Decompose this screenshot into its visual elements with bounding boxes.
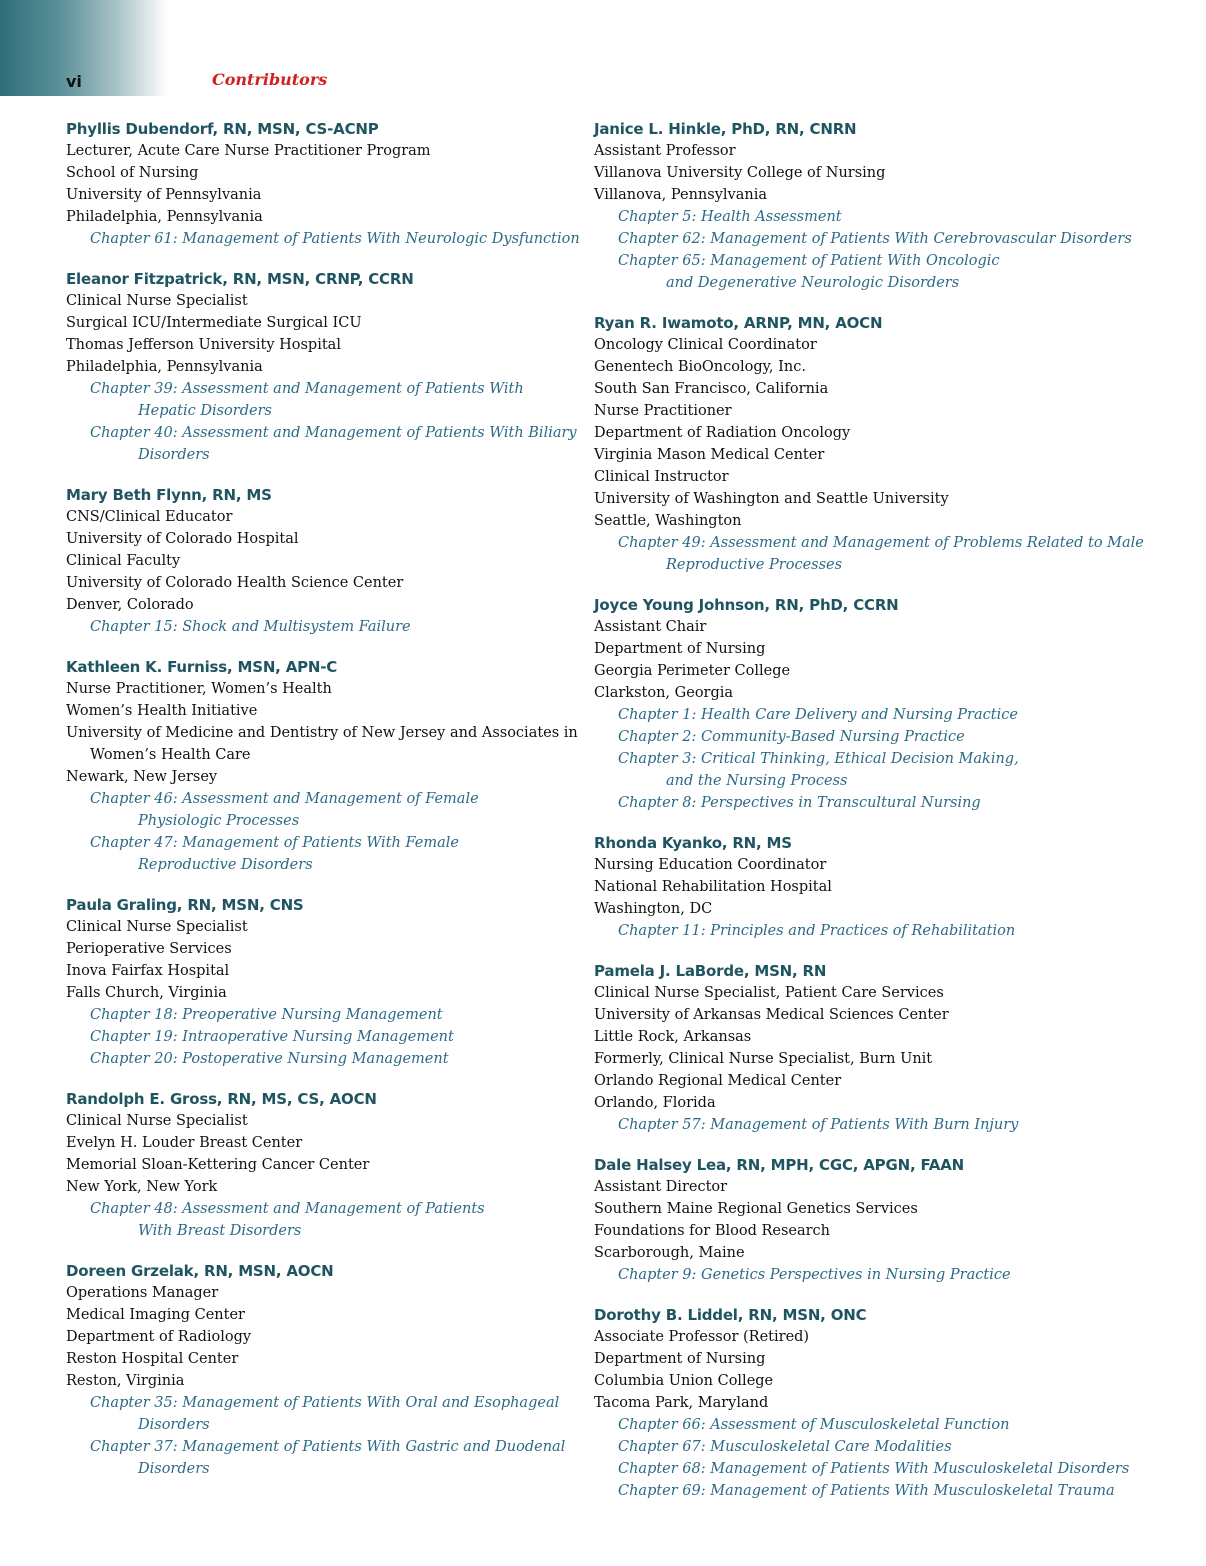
chapter-reference xyxy=(66,1004,566,1026)
chapter-title: Chapter 8: Perspectives in Transcultural Nursing xyxy=(618,795,981,811)
contributor-name: Eleanor Fitzpatrick, RN, MSN, CRNP, CCRN xyxy=(66,270,414,288)
contributor-name: Janice L. Hinkle, PhD, RN, CNRN xyxy=(594,120,857,138)
chapter-title: Chapter 39: Assessment and Management of Patients With xyxy=(90,381,524,397)
chapter-reference xyxy=(66,228,580,250)
running-title: Contributors xyxy=(212,70,328,89)
contributor-name: Rhonda Kyanko, RN, MS xyxy=(594,834,792,852)
affiliation-line: Philadelphia, Pennsylvania xyxy=(66,359,263,375)
chapter-title: Chapter 15: Shock and Multisystem Failure xyxy=(90,619,411,635)
affiliation-line: Southern Maine Regional Genetics Services xyxy=(594,1201,918,1217)
affiliation-line: Nursing Education Coordinator xyxy=(594,857,827,873)
affiliation-line: Lecturer, Acute Care Nurse Practitioner Program xyxy=(66,143,431,159)
chapter-title: Chapter 35: Management of Patients With Oral and Esophageal xyxy=(90,1395,560,1411)
affiliation-line: Nurse Practitioner xyxy=(594,403,732,419)
affiliation-line: Foundations for Blood Research xyxy=(594,1223,831,1239)
affiliation-line: Oncology Clinical Coordinator xyxy=(594,337,817,353)
chapter-title: Chapter 1: Health Care Delivery and Nursing Practice xyxy=(618,707,1018,723)
affiliation-line: South San Francisco, California xyxy=(594,381,829,397)
chapter-title: Chapter 5: Health Assessment xyxy=(618,209,842,225)
right-column xyxy=(594,118,1154,1520)
chapter-title: Chapter 3: Critical Thinking, Ethical Decision Making, xyxy=(618,751,1019,767)
chapter-reference xyxy=(594,1436,1154,1458)
chapter-title-continued: Reproductive Disorders xyxy=(138,857,313,873)
contributor-name: Ryan R. Iwamoto, ARNP, MN, AOCN xyxy=(594,314,883,332)
chapter-reference xyxy=(594,1414,1154,1436)
chapter-title-continued: Disorders xyxy=(138,447,210,463)
chapter-reference xyxy=(66,422,577,466)
chapter-reference xyxy=(594,920,1154,942)
affiliation-line: Evelyn H. Louder Breast Center xyxy=(66,1135,303,1151)
chapter-reference xyxy=(594,250,1154,294)
contributor-entry xyxy=(594,1304,1154,1502)
affiliation-line: Villanova, Pennsylvania xyxy=(594,187,767,203)
chapter-title-continued: Disorders xyxy=(138,1417,210,1433)
affiliation-line: Villanova University College of Nursing xyxy=(594,165,886,181)
affiliation-line: Clinical Instructor xyxy=(594,469,729,485)
affiliation-line: Georgia Perimeter College xyxy=(594,663,791,679)
affiliation-line: Department of Nursing xyxy=(594,641,766,657)
affiliation-line: Operations Manager xyxy=(66,1285,219,1301)
chapter-title: Chapter 68: Management of Patients With Musculoskeletal Disorders xyxy=(618,1461,1130,1477)
chapter-reference xyxy=(594,726,1154,748)
chapter-title: Chapter 61: Management of Patients With Neurologic Dysfunction xyxy=(90,231,580,247)
affiliation-line: Assistant Professor xyxy=(594,143,736,159)
contributor-name: Phyllis Dubendorf, RN, MSN, CS-ACNP xyxy=(66,120,379,138)
affiliation-line: Women’s Health Care xyxy=(90,747,251,763)
affiliation-line: Perioperative Services xyxy=(66,941,232,957)
chapter-title: Chapter 18: Preoperative Nursing Management xyxy=(90,1007,443,1023)
contributor-name: Pamela J. LaBorde, MSN, RN xyxy=(594,962,827,980)
page-number: vi xyxy=(66,72,82,91)
chapter-reference xyxy=(594,228,1154,250)
contributor-entry xyxy=(594,118,1154,294)
chapter-reference xyxy=(594,1114,1154,1136)
affiliation-line: School of Nursing xyxy=(66,165,199,181)
chapter-reference xyxy=(66,378,566,422)
affiliation-line: Clarkston, Georgia xyxy=(594,685,734,701)
affiliation-line: National Rehabilitation Hospital xyxy=(594,879,832,895)
affiliation-line: Orlando, Florida xyxy=(594,1095,716,1111)
chapter-title: Chapter 47: Management of Patients With Female xyxy=(90,835,459,851)
chapter-title: Chapter 49: Assessment and Management of Problems Related to Male xyxy=(618,535,1144,551)
affiliation-line: Clinical Nurse Specialist xyxy=(66,1113,248,1129)
contributor-entry xyxy=(594,594,1154,814)
contributor-name: Joyce Young Johnson, RN, PhD, CCRN xyxy=(594,596,899,614)
contributor-entry xyxy=(66,894,566,1070)
affiliation-line: Seattle, Washington xyxy=(594,513,742,529)
affiliation-line: Tacoma Park, Maryland xyxy=(594,1395,769,1411)
chapter-reference xyxy=(594,206,1154,228)
affiliation-line: Clinical Nurse Specialist xyxy=(66,293,248,309)
affiliation-line: Washington, DC xyxy=(594,901,713,917)
affiliation-line: Clinical Nurse Specialist xyxy=(66,919,248,935)
chapter-reference xyxy=(594,1458,1154,1480)
affiliation-line: Women’s Health Initiative xyxy=(66,703,258,719)
affiliation-line: Reston Hospital Center xyxy=(66,1351,239,1367)
affiliation-line: University of Arkansas Medical Sciences Center xyxy=(594,1007,949,1023)
contributor-name: Randolph E. Gross, RN, MS, CS, AOCN xyxy=(66,1090,377,1108)
chapter-title: Chapter 62: Management of Patients With Cerebrovascular Disorders xyxy=(618,231,1132,247)
affiliation-line: Inova Fairfax Hospital xyxy=(66,963,230,979)
left-column xyxy=(66,118,580,1498)
affiliation-line: Department of Radiology xyxy=(66,1329,252,1345)
chapter-reference xyxy=(594,1480,1154,1502)
chapter-title: Chapter 57: Management of Patients With Burn Injury xyxy=(618,1117,1019,1133)
contributor-name: Paula Graling, RN, MSN, CNS xyxy=(66,896,304,914)
chapter-title-continued: Disorders xyxy=(138,1461,210,1477)
affiliation-line: Medical Imaging Center xyxy=(66,1307,245,1323)
affiliation-line: Newark, New Jersey xyxy=(66,769,218,785)
chapter-title: Chapter 19: Intraoperative Nursing Management xyxy=(90,1029,454,1045)
affiliation-line: Scarborough, Maine xyxy=(594,1245,745,1261)
contributor-entry xyxy=(594,832,1154,942)
contributor-entry xyxy=(66,484,566,638)
affiliation-line: Associate Professor (Retired) xyxy=(594,1329,810,1345)
chapter-reference xyxy=(66,1026,566,1048)
affiliation-line: Philadelphia, Pennsylvania xyxy=(66,209,263,225)
affiliation-line: New York, New York xyxy=(66,1179,218,1195)
chapter-reference xyxy=(66,1048,566,1070)
chapter-title-continued: Reproductive Processes xyxy=(666,557,843,573)
affiliation-line: Virginia Mason Medical Center xyxy=(594,447,825,463)
corner-color-block xyxy=(0,0,168,96)
affiliation-line: Thomas Jefferson University Hospital xyxy=(66,337,341,353)
chapter-reference xyxy=(66,1198,566,1242)
chapter-title: Chapter 65: Management of Patient With Oncologic xyxy=(618,253,1000,269)
affiliation-line: Nurse Practitioner, Women’s Health xyxy=(66,681,332,697)
contributor-name: Dale Halsey Lea, RN, MPH, CGC, APGN, FAAN xyxy=(594,1156,964,1174)
affiliation-line: Surgical ICU/Intermediate Surgical ICU xyxy=(66,315,362,331)
chapter-title-continued: Physiologic Processes xyxy=(138,813,300,829)
chapter-title-continued: Hepatic Disorders xyxy=(138,403,272,419)
chapter-reference xyxy=(66,1392,566,1436)
affiliation-line: Formerly, Clinical Nurse Specialist, Burn Unit xyxy=(594,1051,933,1067)
affiliation-line: Assistant Chair xyxy=(594,619,707,635)
affiliation-line: University of Colorado Health Science Center xyxy=(66,575,404,591)
chapter-reference xyxy=(594,532,1154,576)
contributor-entry xyxy=(66,118,580,250)
affiliation-line: University of Medicine and Dentistry of New Jersey and Associates in xyxy=(66,725,578,741)
affiliation-line: CNS/Clinical Educator xyxy=(66,509,233,525)
chapter-title: Chapter 69: Management of Patients With Musculoskeletal Trauma xyxy=(618,1483,1115,1499)
chapter-title: Chapter 37: Management of Patients With Gastric and Duodenal xyxy=(90,1439,566,1455)
contributor-entry xyxy=(66,1260,566,1480)
contributor-entry xyxy=(66,1088,566,1242)
chapter-reference xyxy=(594,792,1154,814)
contributor-name: Mary Beth Flynn, RN, MS xyxy=(66,486,272,504)
affiliation-line: University of Pennsylvania xyxy=(66,187,262,203)
chapter-reference xyxy=(594,1264,1154,1286)
affiliation-line: Columbia Union College xyxy=(594,1373,774,1389)
chapter-reference xyxy=(66,832,566,876)
affiliation-line: University of Colorado Hospital xyxy=(66,531,299,547)
chapter-title: Chapter 2: Community-Based Nursing Practice xyxy=(618,729,965,745)
contributor-entry xyxy=(66,268,577,466)
chapter-title: Chapter 46: Assessment and Management of Female xyxy=(90,791,479,807)
contributor-name: Dorothy B. Liddel, RN, MSN, ONC xyxy=(594,1306,867,1324)
affiliation-line: Assistant Director xyxy=(594,1179,728,1195)
affiliation-line: Orlando Regional Medical Center xyxy=(594,1073,842,1089)
chapter-reference xyxy=(594,748,1154,792)
chapter-title-continued: With Breast Disorders xyxy=(138,1223,302,1239)
chapter-title-continued: and the Nursing Process xyxy=(666,773,848,789)
affiliation-line: University of Washington and Seattle University xyxy=(594,491,949,507)
affiliation-line: Clinical Nurse Specialist, Patient Care Services xyxy=(594,985,944,1001)
chapter-title: Chapter 40: Assessment and Management of Patients With Biliary xyxy=(90,425,577,441)
contributor-entry xyxy=(594,312,1154,576)
chapter-title: Chapter 9: Genetics Perspectives in Nursing Practice xyxy=(618,1267,1011,1283)
chapter-title-continued: and Degenerative Neurologic Disorders xyxy=(666,275,960,291)
contributor-entry xyxy=(594,960,1154,1136)
affiliation-line: Memorial Sloan-Kettering Cancer Center xyxy=(66,1157,370,1173)
contributor-name: Doreen Grzelak, RN, MSN, AOCN xyxy=(66,1262,334,1280)
chapter-title: Chapter 20: Postoperative Nursing Management xyxy=(90,1051,449,1067)
affiliation-line: Little Rock, Arkansas xyxy=(594,1029,752,1045)
chapter-title: Chapter 67: Musculoskeletal Care Modalities xyxy=(618,1439,952,1455)
contributor-name: Kathleen K. Furniss, MSN, APN-C xyxy=(66,658,338,676)
affiliation-line: Clinical Faculty xyxy=(66,553,181,569)
contributor-entry xyxy=(66,656,578,876)
affiliation-line: Denver, Colorado xyxy=(66,597,194,613)
contributor-entry xyxy=(594,1154,1154,1286)
chapter-title: Chapter 48: Assessment and Management of Patients xyxy=(90,1201,485,1217)
chapter-reference xyxy=(66,1436,566,1480)
chapter-reference xyxy=(66,788,566,832)
chapter-title: Chapter 11: Principles and Practices of Rehabilitation xyxy=(618,923,1016,939)
affiliation-line: Reston, Virginia xyxy=(66,1373,185,1389)
chapter-reference xyxy=(66,616,566,638)
affiliation-line: Genentech BioOncology, Inc. xyxy=(594,359,806,375)
affiliation-line: Department of Radiation Oncology xyxy=(594,425,851,441)
chapter-reference xyxy=(594,704,1154,726)
chapter-title: Chapter 66: Assessment of Musculoskeletal Function xyxy=(618,1417,1010,1433)
affiliation-line: Department of Nursing xyxy=(594,1351,766,1367)
affiliation-line: Falls Church, Virginia xyxy=(66,985,227,1001)
